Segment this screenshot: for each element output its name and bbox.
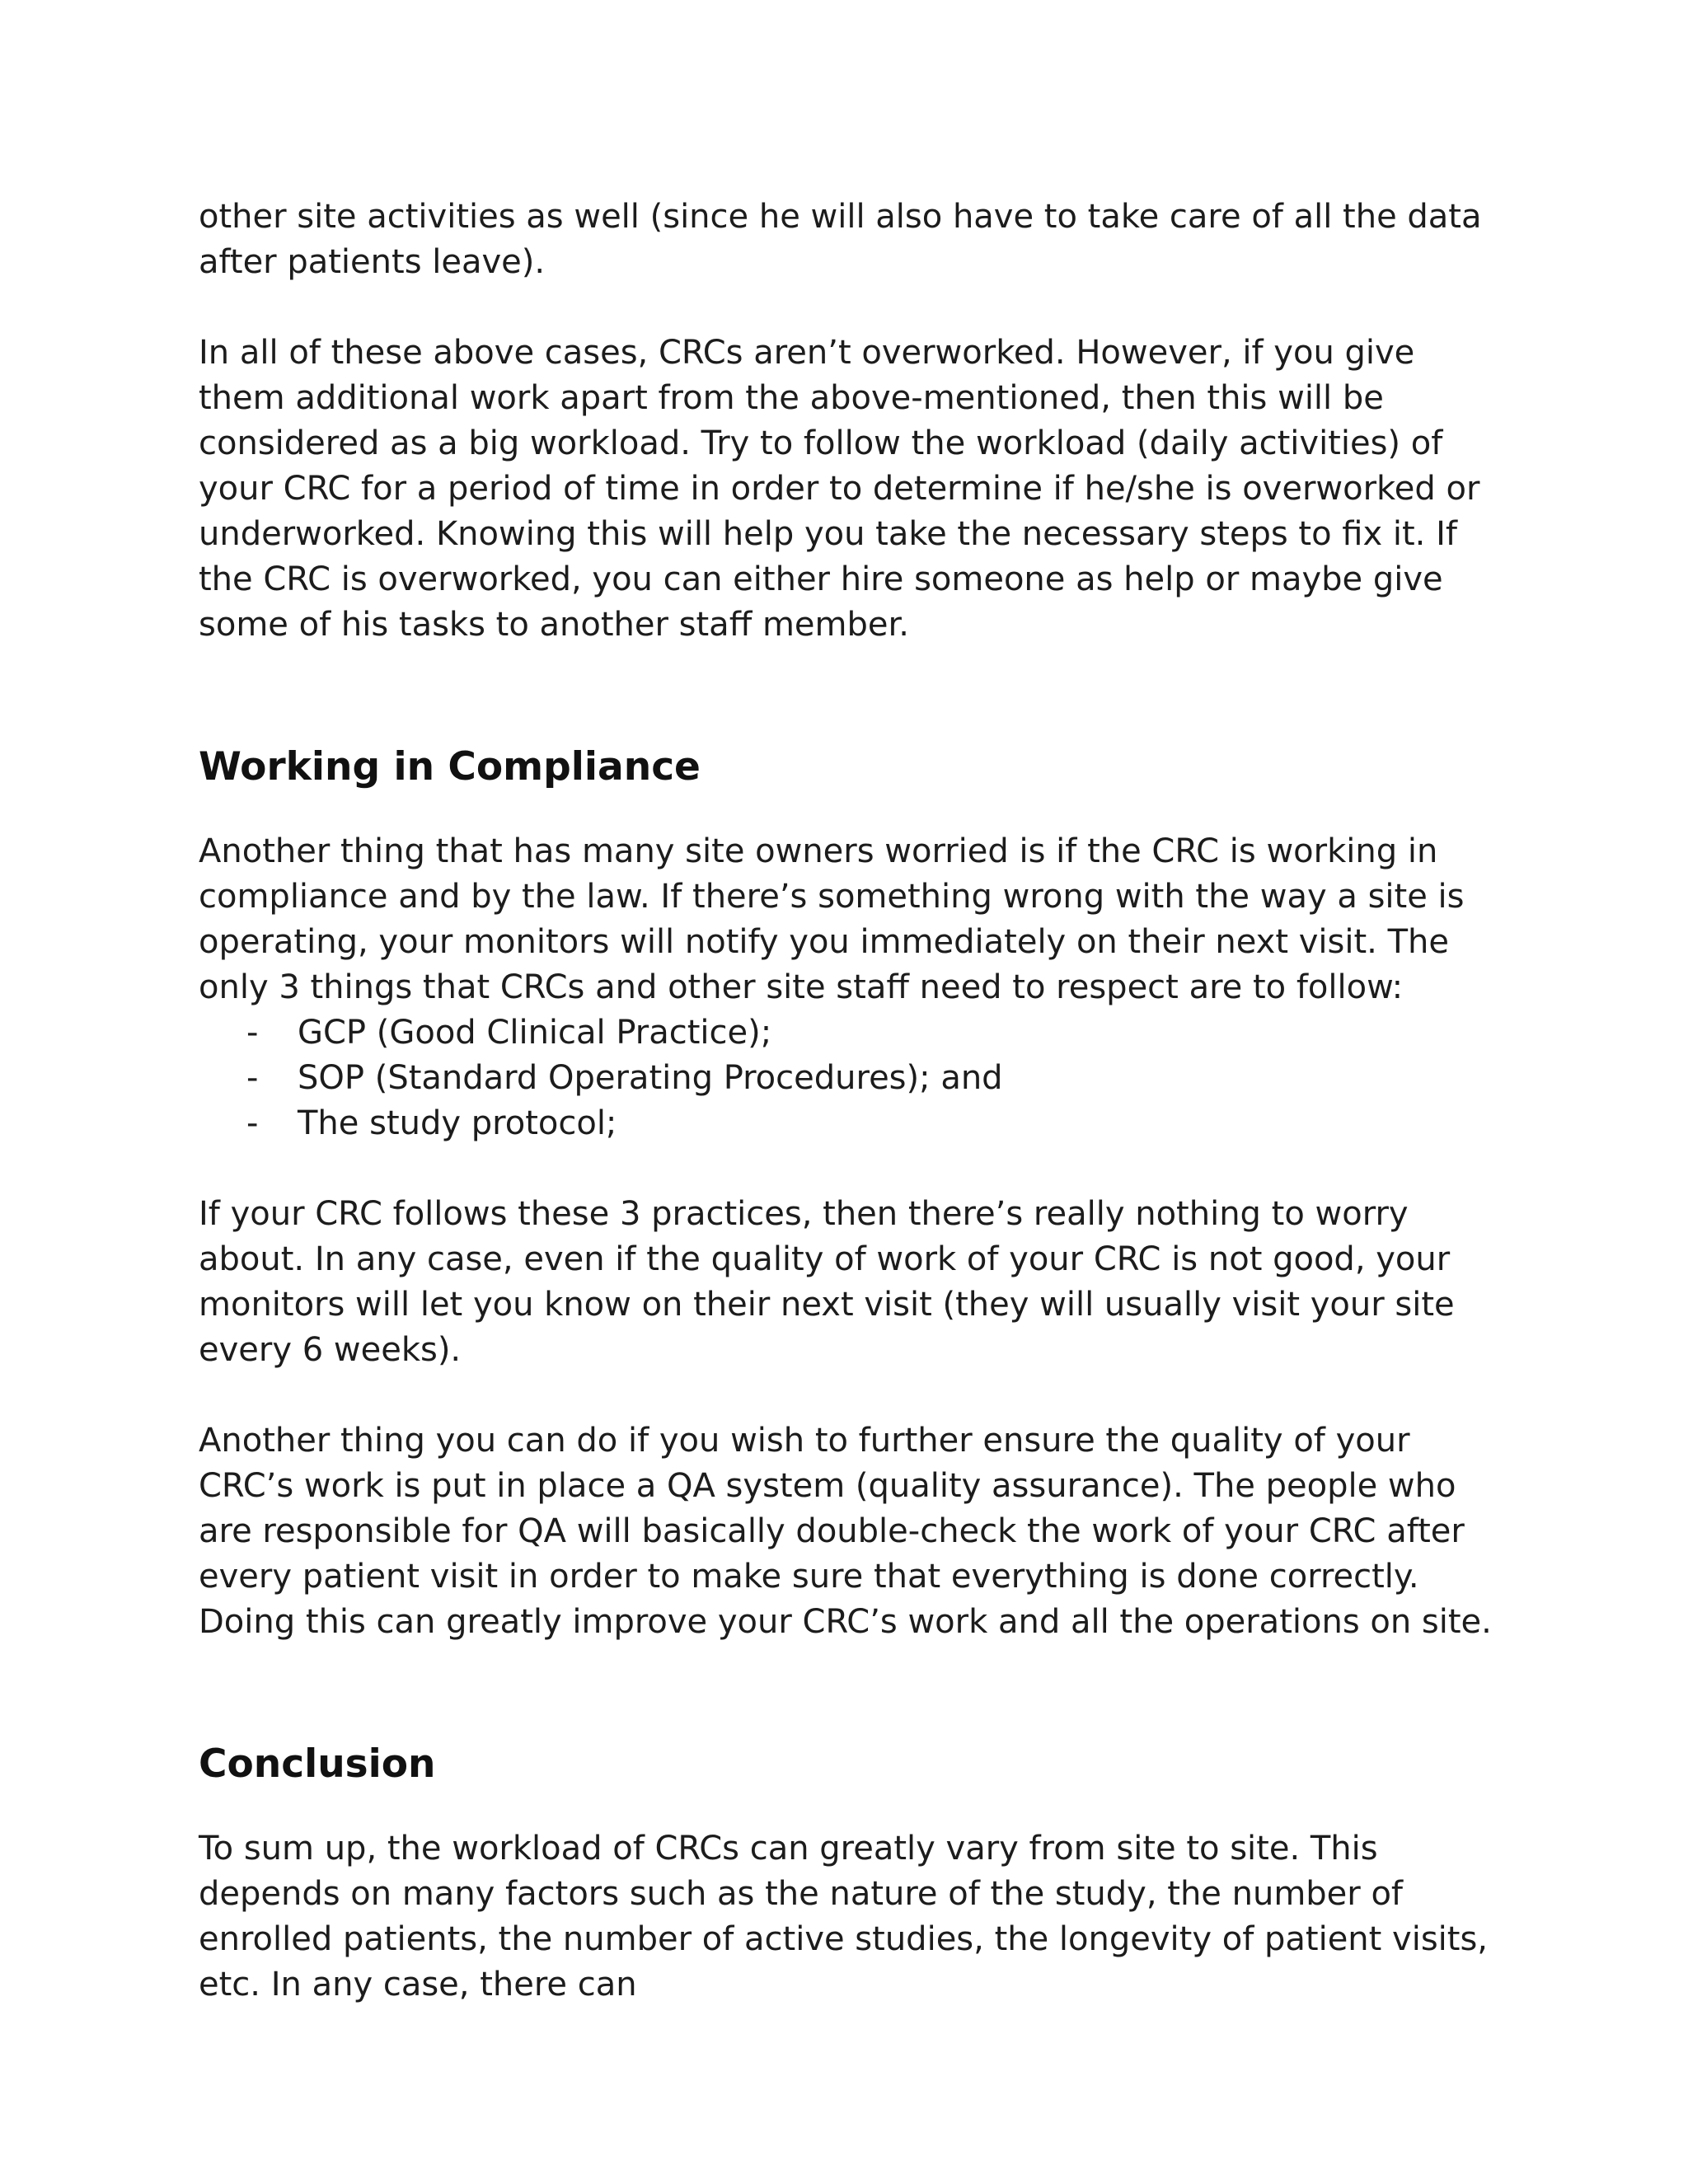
list-dash: - <box>246 1104 259 1142</box>
paragraph-compliance-practices: If your CRC follows these 3 practices, then there’s really nothing to worry about. In any case, even if the quality of work of your CRC is not good, your monitors will let you know on their next visit (they will usually visit your site every 6 weeks). <box>199 1195 1455 1369</box>
heading-spacer <box>199 1793 1501 1826</box>
list-item-text: GCP (Good Clinical Practice); <box>298 1014 772 1052</box>
paragraph-spacer <box>199 285 1501 330</box>
paragraph-conclusion: To sum up, the workload of CRCs can greatly vary from site to site. This depends on many factors such as the nature of the study, the number of enrolled patients, the number of active studies, the longevity of patient visits, etc. In any case, there can <box>199 1830 1489 2004</box>
document-body <box>199 194 1501 2008</box>
heading-working-in-compliance: Working in Compliance <box>199 744 701 790</box>
list-item <box>199 1101 1501 1146</box>
list-dash: - <box>246 1014 259 1052</box>
heading-conclusion: Conclusion <box>199 1741 436 1787</box>
list-item-text: The study protocol; <box>298 1104 617 1142</box>
list-dash: - <box>246 1059 259 1097</box>
list-item <box>199 1010 1501 1056</box>
paragraph-quality-assurance: Another thing you can do if you wish to further ensure the quality of your CRC’s work is put in place a QA system (quality assurance). The people who are responsible for QA will basically double-check the work of your CRC after every patient visit in order to make sure that everything is done correctly. Doing this can greatly improve your CRC’s work and all the operations on site. <box>199 1422 1492 1641</box>
paragraph-workload: In all of these above cases, CRCs aren’t overworked. However, if you give them additional work apart from the above-mentioned, then this will be considered as a big workload. Try to follow the workload (daily activities) of your CRC for a period of time in order to determine if he/she is overworked or underworked. Knowing this will help you take the necessary steps to fix it. If the CRC is overworked, you can either hire someone as help or maybe give some of his tasks to another staff member. <box>199 334 1480 644</box>
heading-spacer <box>199 796 1501 829</box>
list-item <box>199 1056 1501 1101</box>
section-spacer <box>199 1645 1501 1736</box>
paragraph-compliance-intro: Another thing that has many site owners worried is if the CRC is working in compliance and by the law. If there’s something wrong with the way a site is operating, your monitors will notify you immediately on their next visit. The only 3 things that CRCs and other site staff need to respect are to follow: <box>199 832 1465 1006</box>
compliance-list <box>199 1010 1501 1146</box>
paragraph-spacer <box>199 1146 1501 1192</box>
section-spacer <box>199 648 1501 738</box>
list-item-text: SOP (Standard Operating Procedures); and <box>298 1059 1003 1097</box>
paragraph-continuation: other site activities as well (since he will also have to take care of all the data after patients leave). <box>199 198 1482 281</box>
paragraph-spacer <box>199 1373 1501 1418</box>
